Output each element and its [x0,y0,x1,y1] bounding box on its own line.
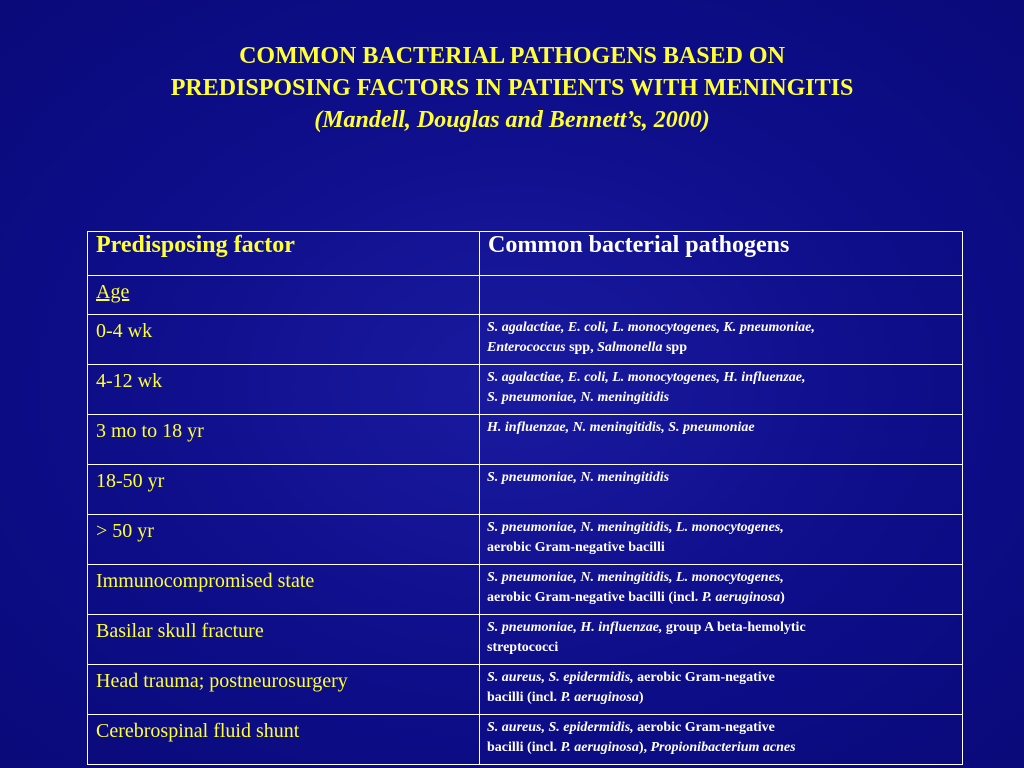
factor-cell: Head trauma; postneurosurgery [88,665,480,715]
age-section-empty-cell [480,276,963,315]
factor-cell: 0-4 wk [88,315,480,365]
pathogens-cell: S. pneumoniae, H. influenzae, group A beta-hemolytic streptococci [480,615,963,665]
factor-cell: Basilar skull fracture [88,615,480,665]
title-line-2: PREDISPOSING FACTORS IN PATIENTS WITH MENINGITIS [170,75,854,101]
pathogen-table [87,231,963,765]
pathogens-cell: S. pneumoniae, N. meningitidis, L. monocytogenes, aerobic Gram-negative bacilli [480,515,963,565]
table-row [88,415,963,465]
table-row [88,565,963,615]
pathogens-cell: S. aureus, S. epidermidis, aerobic Gram-negative bacilli (incl. P. aeruginosa) [480,665,963,715]
table-row [88,365,963,415]
factor-cell: > 50 yr [88,515,480,565]
table-row-age-section [88,276,963,315]
table-header-row [88,232,963,276]
table-row [88,715,963,765]
table-row [88,615,963,665]
header-predisposing-factor: Predisposing factor [88,232,480,276]
table-row [88,665,963,715]
table-row [88,465,963,515]
pathogens-cell: S. agalactiae, E. coli, L. monocytogenes, H. influenzae, S. pneumoniae, N. meningitidis [480,365,963,415]
pathogens-cell: S. pneumoniae, N. meningitidis, L. monocytogenes, aerobic Gram-negative bacilli (incl. P. aeruginosa) [480,565,963,615]
factor-cell: Cerebrospinal fluid shunt [88,715,480,765]
pathogens-cell: H. influenzae, N. meningitidis, S. pneumoniae [480,415,963,465]
table-row [88,315,963,365]
pathogens-cell: S. aureus, S. epidermidis, aerobic Gram-negative bacilli (incl. P. aeruginosa), Propionibacterium acnes [480,715,963,765]
header-common-pathogens: Common bacterial pathogens [480,232,963,276]
factor-cell: Immunocompromised state [88,565,480,615]
factor-cell: 18-50 yr [88,465,480,515]
pathogens-cell: S. agalactiae, E. coli, L. monocytogenes, K. pneumoniae, Enterococcus spp, Salmonella spp [480,315,963,365]
factor-cell: 3 mo to 18 yr [88,415,480,465]
table-row [88,515,963,565]
title-citation: (Mandell, Douglas and Bennett’s, 2000) [314,107,710,133]
pathogens-cell: S. pneumoniae, N. meningitidis [480,465,963,515]
title-line-1: COMMON BACTERIAL PATHOGENS BASED ON [239,43,785,69]
factor-cell: 4-12 wk [88,365,480,415]
age-section-label: Age [88,276,480,315]
slide-title [0,40,1024,136]
